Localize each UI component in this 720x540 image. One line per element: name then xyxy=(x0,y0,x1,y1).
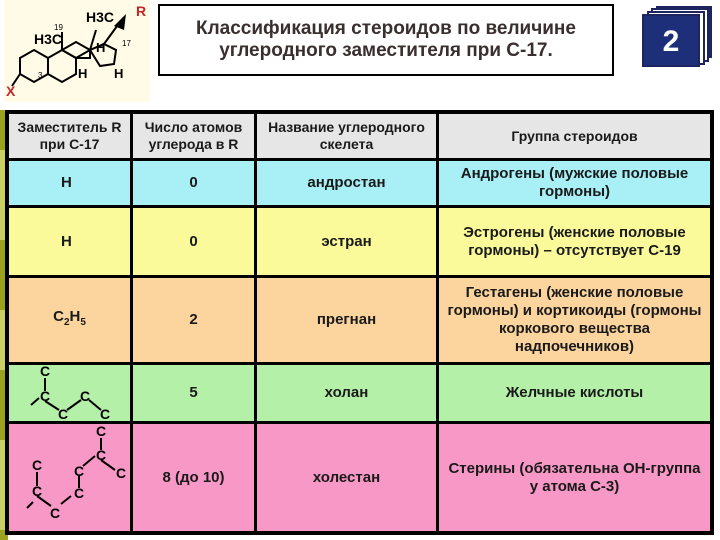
table-cell-carbon-count: 2 xyxy=(133,278,254,362)
structure-ch3-top: H3C xyxy=(86,9,115,25)
atom-label: C xyxy=(31,483,43,499)
table-cell-skeleton-name: прегнан xyxy=(257,278,436,362)
structure-num-17: 17 xyxy=(122,39,131,48)
table-cell-carbon-count: 5 xyxy=(133,365,254,421)
steroid-skeleton-diagram xyxy=(4,0,150,102)
table-cell-substituent xyxy=(9,365,130,421)
atom-label: C xyxy=(115,465,127,481)
structure-num-19: 19 xyxy=(54,23,63,32)
slide-title-line1: Классификация стероидов по величине xyxy=(196,18,576,39)
atom-label: C xyxy=(39,388,51,404)
atom-label: C xyxy=(31,457,43,473)
substituent-formula: $C_2H_5$ xyxy=(53,308,86,328)
table-cell-carbon-count: 0 xyxy=(133,161,254,205)
structure-h-label: H xyxy=(96,40,106,55)
structure-x-label: X xyxy=(6,83,16,99)
cholestane-side-chain-diagram xyxy=(9,424,130,531)
structure-h-label: H xyxy=(78,66,88,81)
slide-number: 2 xyxy=(662,25,680,58)
table-cell-steroid-group: Желчные кислоты xyxy=(439,365,710,421)
atom-label: C xyxy=(95,447,107,463)
atom-label: C xyxy=(73,463,85,479)
structure-r-label: R xyxy=(136,3,147,19)
table-header-cell: Число атомов углерода в R xyxy=(133,114,254,158)
table-cell-substituent xyxy=(9,278,130,362)
table-cell-steroid-group: Андрогены (мужские половые гормоны) xyxy=(439,161,710,205)
table-cell-steroid-group: Эстрогены (женские половые гормоны) – отсутствует С-19 xyxy=(439,208,710,275)
atom-label: C xyxy=(99,406,111,421)
atom-label: C xyxy=(39,365,51,379)
table-cell-carbon-count: 0 xyxy=(133,208,254,275)
table-cell-substituent: H xyxy=(9,161,130,205)
slide-title xyxy=(158,4,614,76)
table-header-cell: Заместитель R при С-17 xyxy=(9,114,130,158)
structure-num-3: 3 xyxy=(38,71,43,80)
atom-label: C xyxy=(79,388,91,404)
slide-title-line2: углеродного заместителя при С-17. xyxy=(219,40,553,61)
table-cell-skeleton-name: холан xyxy=(257,365,436,421)
table-cell-carbon-count: 8 (до 10) xyxy=(133,424,254,531)
table-cell-substituent xyxy=(9,424,130,531)
table-header-cell: Группа стероидов xyxy=(439,114,710,158)
table-header-cell: Название углеродного скелета xyxy=(257,114,436,158)
structure-h-label: H xyxy=(114,66,124,81)
steroid-table xyxy=(5,110,714,535)
table-cell-steroid-group: Стерины (обязательна ОН-группа у атома С-3) xyxy=(439,424,710,531)
atom-label: C xyxy=(73,485,85,501)
table-cell-substituent: H xyxy=(9,208,130,275)
cholane-side-chain-diagram xyxy=(9,365,130,421)
table-cell-skeleton-name: эстран xyxy=(257,208,436,275)
structure-ch3-left: H3C xyxy=(34,31,63,47)
table-cell-skeleton-name: андростан xyxy=(257,161,436,205)
atom-label: C xyxy=(95,424,107,439)
table-cell-skeleton-name: холестан xyxy=(257,424,436,531)
atom-label: C xyxy=(57,406,69,421)
slide-number-badge xyxy=(640,4,714,68)
atom-label: C xyxy=(49,505,61,521)
table-cell-steroid-group: Гестагены (женские половые гормоны) и кортикоиды (гормоны коркового вещества надпочечников) xyxy=(439,278,710,362)
